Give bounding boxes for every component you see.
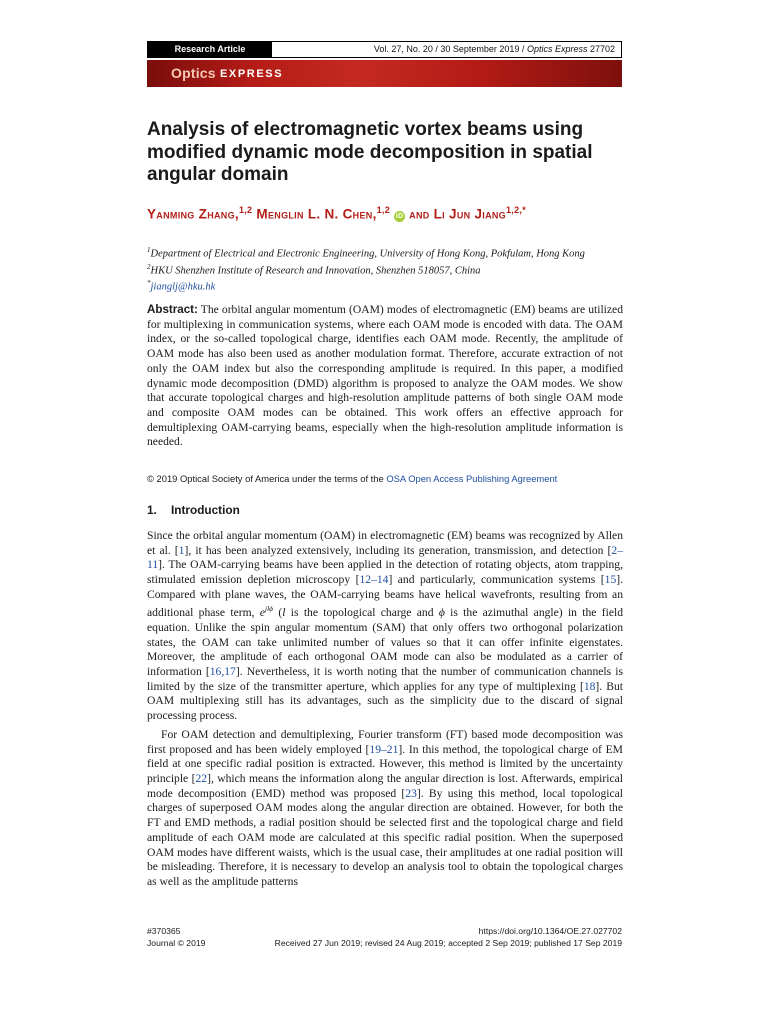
- copyright-text: © 2019 Optical Society of America under the terms of the: [147, 473, 387, 484]
- text-run: ], it has been analyzed extensively, including its generation, transmission, and detection [: [184, 543, 612, 557]
- doi-link[interactable]: https://doi.org/10.1364/OE.27.027702: [478, 926, 622, 936]
- text-run: ]. In this method, the topological charge of EM field at one specific radial position is extracted. However, this method is limited by the uncertainty principle [: [147, 742, 623, 786]
- text-run: ]. By using this method, local topological charges of superposed OAM modes along the angular direction are obtained. However, for both the FT and EMD methods, a radial position should be selected first and the topological charge and field amplitude of each OAM mode are calculated at this specific radial position. When the superposed OAM modes have different waists, which is the usual case, their amplitudes at one radial position will be misleading. Therefore, it is necessary to develop an analysis tool to obtain the topological charges as well as the amplitude patterns: [147, 786, 623, 888]
- brand-optics: Optics: [171, 65, 216, 81]
- publication-dates: Received 27 Jun 2019; revised 24 Aug 2019; accepted 2 Sep 2019; published 17 Sep 2019: [274, 937, 622, 948]
- section-heading: [147, 503, 240, 517]
- affiliation-1: [147, 244, 627, 261]
- abstract-text: The orbital angular momentum (OAM) modes of electromagnetic (EM) beams are utilized for multiplexing in communication systems, where each OAM mode is encoded with data. The OAM index, or the so-called topological charge, identifies each OAM mode. Recently, the amplitude of OAM mode has also been used as another modulation format. Therefore, accurate extraction of not only the OAM index but also the corresponding amplitude is required. In this paper, a modified dynamic mode decomposition (DMD) algorithm is proposed to analyze the OAM modes. We show that accurate topological charges and high-resolution amplitude patterns of both single OAM mode and composite OAM modes can be obtained. This work offers an effective approach for demultiplexing OAM-carrying beams, especially when the high-resolution amplitude information is needed.: [147, 303, 623, 449]
- citation-link[interactable]: 1: [178, 543, 185, 557]
- page-number: 27702: [587, 44, 615, 54]
- footer-left: [147, 926, 205, 949]
- section-number: 1.: [147, 503, 157, 517]
- math-symbol: ϕ: [438, 606, 445, 620]
- orcid-icon[interactable]: iD: [395, 212, 404, 220]
- author-name[interactable]: and Li Jun Jiang: [405, 206, 506, 222]
- copyright-notice: [147, 473, 627, 484]
- affil-text: Department of Electrical and Electronic Engineering, University of Hong Kong, Pokfulam, Hong Kong: [150, 248, 585, 260]
- citation-link[interactable]: 2–11: [147, 543, 623, 572]
- citation-link[interactable]: 19–21: [369, 742, 399, 756]
- text-run: is the topological charge and: [285, 606, 439, 620]
- citation-link[interactable]: 15: [604, 573, 617, 587]
- text-run: ], which means the information along the angular direction is lost. Afterwards, empirical mode decomposition (EMD) method was proposed [: [147, 772, 624, 800]
- text-run: ] and particularly, communication systems [: [388, 573, 605, 587]
- footer-right: [275, 926, 622, 949]
- brand-express: EXPRESS: [220, 68, 284, 80]
- text-run: is the azimuthal angle) in the field equation. Unlike the spin angular momentum (SAM) that only offers two orthogonal polarization states, the OAM can take unlimited number of values so that it can offer infinite eigenstates. Moreover, the amplitude of each orthogonal OAM mode can also be modulated as a carrier of information [: [147, 606, 623, 679]
- journal-brand-banner: [147, 60, 622, 87]
- journal-copyright: Journal © 2019: [147, 937, 206, 948]
- citation-link[interactable]: 23: [405, 786, 417, 800]
- article-type-badge: Research Article: [148, 42, 272, 57]
- text-run: For OAM detection and demultiplexing, Fourier transform (FT) based mode decomposition was first proposed and has been widely employed [: [147, 728, 623, 756]
- intro-paragraph-2: [147, 728, 623, 890]
- text-run: ]. Compared with plane waves, the OAM-carrying beams have helical wavefronts, resulting from an additional phase term,: [147, 573, 623, 620]
- citation-link[interactable]: 18: [583, 679, 596, 693]
- math-symbol: e: [259, 606, 265, 620]
- affil-number: 1: [147, 246, 151, 254]
- affil-text: HKU Shenzhen Institute of Research and Innovation, Shenzhen 518057, China: [150, 265, 481, 276]
- author-name[interactable]: Yanming Zhang,: [147, 206, 239, 222]
- abstract: [147, 303, 623, 450]
- intro-paragraph-1: [147, 529, 623, 724]
- article-title: Analysis of electromagnetic vortex beams using modified dynamic mode decomposition in spatial angular domain: [147, 119, 593, 185]
- abstract-label: Abstract:: [147, 303, 198, 316]
- section-title: Introduction: [171, 503, 240, 517]
- text-run: (: [273, 606, 283, 620]
- author-list: [147, 201, 622, 224]
- license-link[interactable]: OSA Open Access Publishing Agreement: [386, 473, 558, 484]
- corresponding-email: [147, 277, 627, 294]
- citation-link[interactable]: 22: [195, 772, 208, 786]
- math-symbol: l: [282, 606, 286, 620]
- affil-star: *: [147, 279, 151, 287]
- author-affil-marker: 1,2,*: [505, 205, 526, 215]
- citation-link[interactable]: 12–14: [359, 573, 389, 587]
- text-run: ]. But OAM multiplexing still has its advantages, such as the simplicity due to the discard of signal processing process.: [147, 679, 623, 723]
- manuscript-id: #370365: [147, 926, 181, 936]
- author-affil-marker: 1,2: [238, 205, 253, 215]
- journal-name: Optics Express: [526, 44, 588, 54]
- text-run: ]. The OAM-carrying beams have been applied in the detection of rotating objects, atom trapping, stimulated emission depletion microscopy [: [147, 558, 623, 587]
- text-run: Since the orbital angular momentum (OAM) in electromagnetic (EM) beams was recognized by Allen et al. [: [147, 529, 623, 557]
- author-name[interactable]: Menglin L. N. Chen,: [252, 206, 377, 222]
- affiliation-2: [147, 261, 627, 278]
- text-run: ]. Nevertheless, it is worth noting that the number of communication channels is limited by the size of the transmitter aperture, which applies for any type of multiplexing [: [147, 665, 623, 693]
- journal-header-bar: [147, 41, 622, 58]
- citation-link[interactable]: 16,17: [209, 665, 236, 679]
- email-link[interactable]: jianglj@hku.hk: [150, 281, 216, 293]
- author-affil-marker: 1,2: [376, 205, 391, 215]
- volume-info: [374, 42, 615, 57]
- volume-text: Vol. 27, No. 20 / 30 September 2019 /: [373, 44, 527, 54]
- affiliations: [147, 244, 627, 294]
- math-superscript: jlϕ: [265, 604, 274, 614]
- affil-number: 2: [147, 262, 151, 271]
